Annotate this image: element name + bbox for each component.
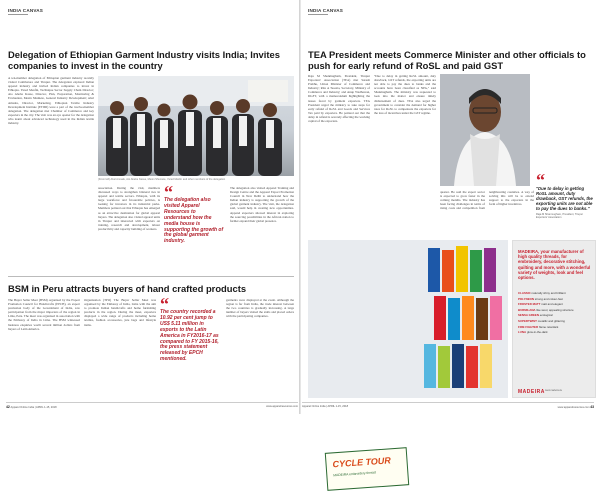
ad-url[interactable]: www.madeira.de (545, 390, 562, 392)
patch-subtitle: MADEIRA embroidery thread (333, 470, 376, 478)
footer-left: 42 Apparel Online India | APRIL 1-15, 2018 (6, 404, 57, 409)
pull-quote (536, 170, 594, 219)
article-body-col3: The delegation also visited Apparel Training and Design Centre and the Apparel Export Promotion Council in New Delhi to understand how the Indian industry is supporting the growth of the global garment industry. The visit, the delegation said, would help in creating new opportunities. Apparel exporters showed interest in exploring the sourcing possibilities in the African nation to further expand their global presence. (230, 186, 294, 223)
article-body-col2: association. During the visit, members discussed ways to strengthen bilateral ties in apparel and textile sectors. Ethiopia, with its large workforce and favourable policies, is looking for investors in its industrial parks. Members pointed out that Ethiopia has emerged as an attractive destination for global apparel buyers. The delegation also visited apparel units in Tirupur and interacted with exporters on training, research and development, labour productivity and capacity building of workers. (98, 186, 160, 231)
article-body-col2: "Due to delay in getting RoSL amount, duty drawback, GST refunds, the exporting units are not able to pay the dues to banks and the accounts have been classified as NPA," said Shanmugham. The ministry was requested to look into the matter and ensure timely disbursement of dues. TEA also urged the government to consider the demand for higher rates for RoSL to compensate the exporters for the loss of incentives under the GST regime. (374, 74, 436, 115)
thread-types-list (518, 291, 592, 336)
madeira-logo: MADEIRA (518, 389, 545, 395)
thread-spools-art (308, 240, 508, 398)
pull-quote-text: "Due to delay in getting RoSL amount, duty drawback, GST refunds, the exporting units are not able to pay the dues to banks." (536, 186, 593, 211)
list-item: LUNA glow-in-the-dark (518, 330, 548, 335)
list-item: SENSA GREEN ecological (518, 313, 553, 318)
quote-mark-icon: “ (160, 294, 169, 314)
quote-mark-icon: “ (536, 170, 545, 190)
pull-quote-text: The delegation also visited Apparel Resources to understand how the media house is supporting the growth of the global garment industry. (164, 197, 224, 245)
quote-mark-icon: “ (164, 182, 173, 202)
section-label: INDIA CANVAS (308, 8, 344, 13)
delegation-photo-art (98, 76, 294, 176)
list-item: BURMILANA like wool, appealing structure (518, 307, 574, 312)
divider (8, 276, 294, 277)
footer-url[interactable]: www.apparelresources.com (266, 404, 298, 408)
article-headline: TEA President meets Commerce Minister and other officials to push for early refund of RoSL and paid GST (308, 49, 586, 71)
article-headline: BSM in Peru attracts buyers of hand crafted products (8, 283, 247, 294)
article-body-col1: Raja M Shanmugham, President, Tirupur Exporters' Association (TEA) met Suresh Prabhu, Union Minister of Commerce and Industry; Rita A Teaotia, Secretary, Ministry of Commerce and Industry; and Anup Wadhawan, DGFT, with a memorandum highlighting the issues faced by garment exporters. TEA President urged the ministry to take steps for early refund of RoSL and Goods and Services Tax paid by exporters. He pointed out that the delay in refund is severely affecting the working capital of the exporters. (308, 74, 370, 124)
list-item: FIRE FIGHTER flame retardant (518, 324, 559, 329)
pull-quote-attribution: Raja M Shanmugham, President, Tirupur Exporters' Association (536, 213, 583, 219)
page-footer (6, 402, 298, 409)
footer-right (558, 405, 594, 409)
issue-date: APRIL 1-15, 2018 (327, 404, 349, 408)
article-body-col3: quarter. He said the export sector is expected to grow faster in the coming months. The industry has been facing challenges in terms of rising costs and competition from neighbouring countries. A way of solving this will be to extend support to the exporters in the form of higher incentives. (440, 190, 534, 211)
cycle-tour-patch (325, 447, 409, 491)
ad-headline: MADEIRA, your manufacturer of high quality threads, for embroidery, decorative stitching, quilting and more, with a wonderful variety of weights, look and feel options. (518, 249, 591, 281)
magazine-name: Apparel Online India (10, 405, 35, 409)
issue-date: APRIL 1-15, 2018 (36, 405, 57, 409)
pull-quote (164, 182, 224, 245)
pull-quote (160, 294, 220, 363)
pull-quote-text: The country recorded a 10.92 per cent jump to US$ 5.11 million in exports to the Latin America in FY2016-17 as compared to FY 2015-16, the press statement released by EPCH mentioned. (160, 309, 219, 363)
page-number: 43 (590, 404, 594, 409)
madeira-advertisement[interactable] (512, 240, 596, 398)
president-photo (440, 74, 530, 186)
list-item: SUPERTWIST metallic and glittering (518, 318, 565, 323)
photo-caption: (From left) Abel Amsalu, Ato Abebe Kasse, Mesin Shumete, Yared Mesfin and other members of the delegation (98, 178, 226, 181)
article-body-col1: The Buyer Seller Meet (BSM) organised by the Export Promotion Council for Handicrafts (EPCH), an export promotion body of the Government of India, saw participation from the major importers of the region in Lima, Peru. The meet was organised in association with the Embassy of India in Lima. The BSM witnessed business enquiries worth several million dollars from buyers of Latin America. (8, 298, 80, 331)
delegation-photo (98, 76, 294, 176)
magazine-name: Apparel Online India (302, 404, 326, 408)
article-body-col3: garments were displayed at the event. Although the region is far from India, the trade interest between the two countries is gradually increasing. A large number of buyers visited the stalls and placed orders with the participating companies. (226, 298, 294, 319)
page-number: 42 (6, 404, 10, 409)
footer-left: Apparel Online India | APRIL 1-15, 2018 (302, 404, 349, 408)
article-body-col2: Organisation (TPO) The Buyer Seller Meet was organised by the Embassy of India, Lima with the aim to promote Indian handicrafts and home furnishing products in the region. During the meet, exporters displayed a wide range of products including home textiles, fashion accessories, jute bags and lifestyle items. (84, 298, 156, 327)
patch-title: CYCLE TOUR (332, 455, 392, 470)
article-headline: Delegation of Ethiopian Garment Industry visits India; Invites companies to invest in the country (8, 49, 280, 71)
right-page (300, 0, 600, 478)
list-item: FROSTED MATT matt and elegant (518, 302, 563, 307)
footer-url[interactable]: www.apparelresources.com (557, 405, 590, 409)
section-label: INDIA CANVAS (8, 8, 44, 13)
left-page (0, 0, 300, 414)
article-body-col1: A ten-member delegation of Ethiopian garment industry recently visited Coimbatore and Tirupur. The delegation explored Indian apparel industry and invited Indian companies to invest in Ethiopia. Yared Mesfin, Technique Sector Supply Chain Director; Ato Abebe Kasse, Director, Plan, Preparation, Monitoring & Evaluation, Mesin Shumete, General Industry Development; Abel Amsalu, Director, Marketing, Ethiopian Textile Industry Development Institute (ETIDI) were a part of the twelve-member delegation. The delegation met Chamber of Commerce and key exporters in the city. The visit was an eye opener for the delegation who learnt about advanced technology used in the Indian textile industry. (8, 76, 94, 126)
list-item: POLYNEON strong and colour-fast (518, 296, 563, 301)
page-footer (302, 402, 594, 409)
president-photo-art (440, 74, 530, 186)
list-item: CLASSIC naturally shiny and brilliant (518, 291, 566, 295)
